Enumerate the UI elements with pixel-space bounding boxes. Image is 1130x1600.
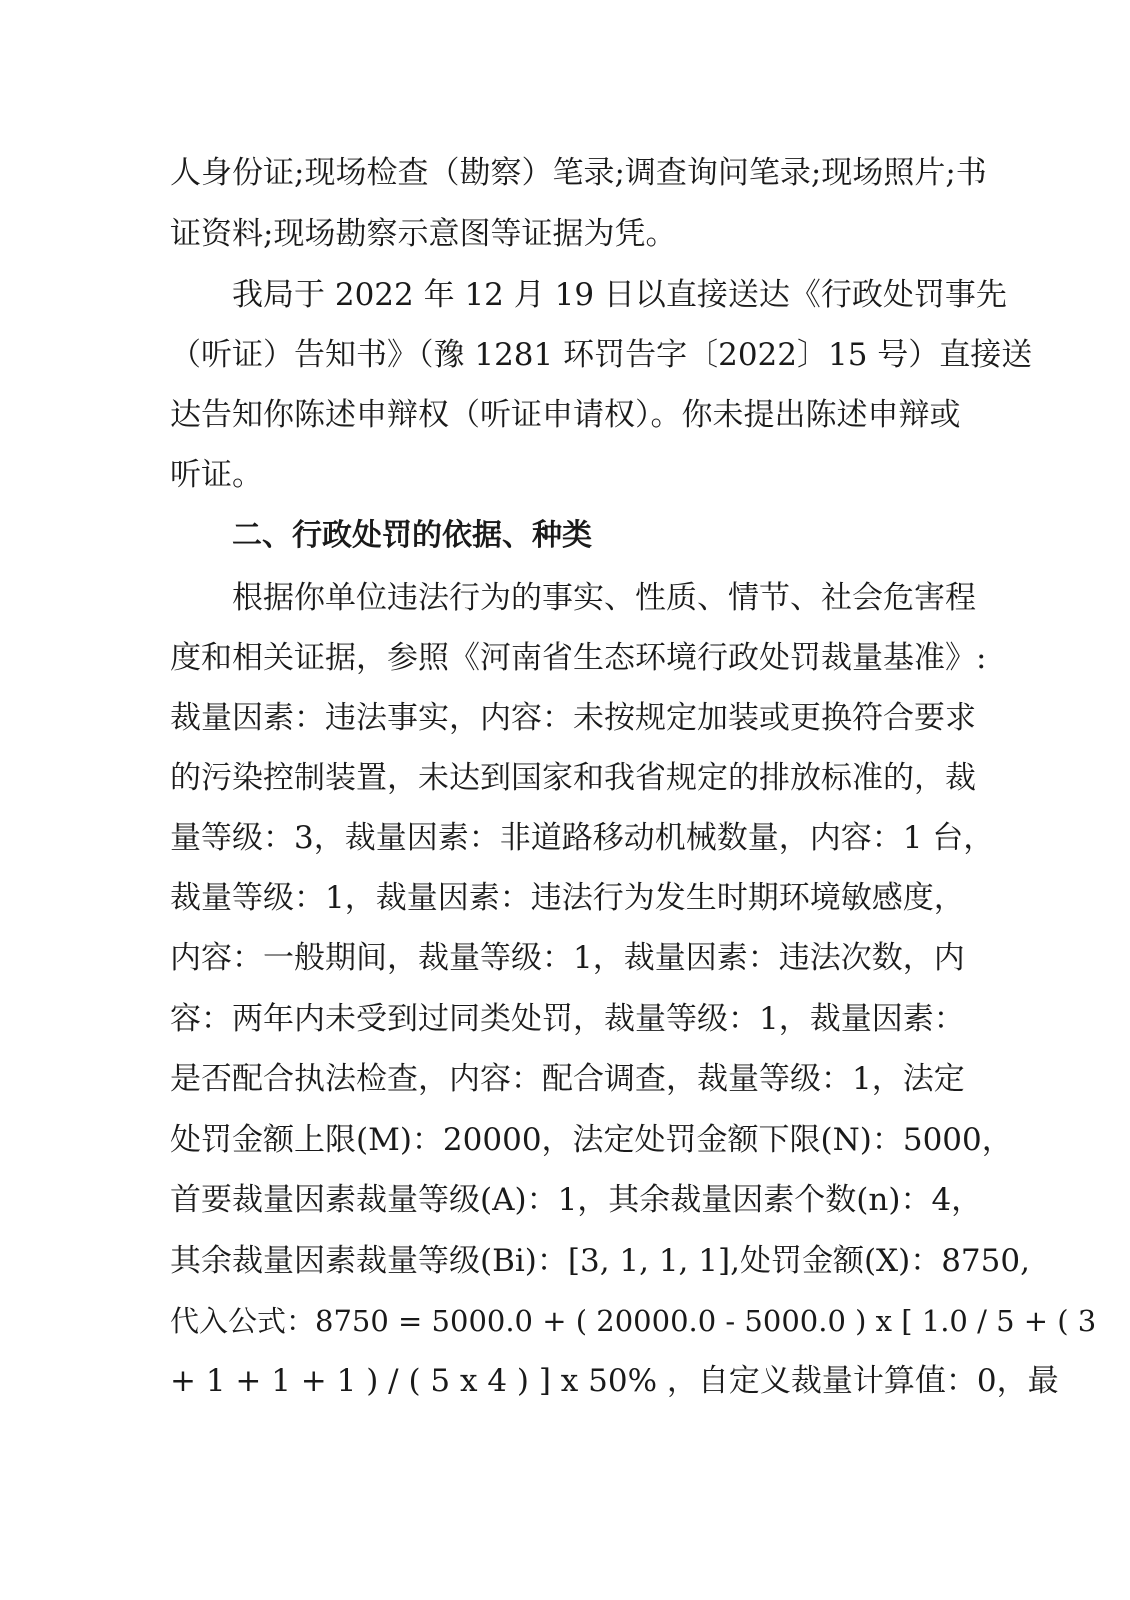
paragraph-start-line: 我局于 2022 年 12 月 19 日以直接送达《行政处罚事先 [232, 277, 1007, 313]
body-text-line: 内容：一般期间，裁量等级：1，裁量因素：违法次数，内 [170, 940, 965, 976]
body-text-line: 裁量等级：1，裁量因素：违法行为发生时期环境敏感度， [170, 880, 965, 916]
body-text-line: 其余裁量因素裁量等级(Bi)：[3, 1, 1, 1],处罚金额(X)：8750, [170, 1243, 1030, 1279]
body-text-line: 首要裁量因素裁量等级(A)：1，其余裁量因素个数(n)：4， [170, 1182, 983, 1218]
body-text-line: （听证）告知书》（豫 1281 环罚告字〔2022〕15 号）直接送 [170, 337, 1033, 373]
body-text-line: 的污染控制装置，未达到国家和我省规定的排放标准的，裁 [170, 760, 976, 796]
body-text-line: 裁量因素：违法事实，内容：未按规定加装或更换符合要求 [170, 700, 976, 736]
body-text-line: 听证。 [170, 457, 263, 493]
body-text-line: 量等级：3，裁量因素：非道路移动机械数量，内容：1 台， [170, 820, 995, 856]
body-text-line: 人身份证;现场检查（勘察）笔录;调查询问笔录;现场照片;书 [170, 155, 987, 191]
body-text-line: 是否配合执法检查，内容：配合调查，裁量等级：1，法定 [170, 1061, 965, 1097]
formula-line: + 1 + 1 + 1 ) / ( 5 x 4 ) ] x 50% ，自定义裁量计算值：0，最 [170, 1363, 1059, 1399]
body-text-line: 容：两年内未受到过同类处罚，裁量等级：1，裁量因素： [170, 1001, 965, 1037]
paragraph-start-line: 根据你单位违法行为的事实、性质、情节、社会危害程 [232, 580, 976, 616]
body-text-line: 证资料;现场勘察示意图等证据为凭。 [170, 216, 677, 252]
formula-line: 代入公式：8750 = 5000.0 + ( 20000.0 - 5000.0 ) x [ 1.0 / 5 + ( 3 [170, 1304, 1097, 1338]
section-heading: 二、行政处罚的依据、种类 [232, 518, 592, 553]
body-text-line: 达告知你陈述申辩权（听证申请权）。你未提出陈述申辩或 [170, 397, 961, 433]
body-text-line: 处罚金额上限(M)：20000，法定处罚金额下限(N)：5000， [170, 1122, 1013, 1158]
body-text-line: 度和相关证据，参照《河南省生态环境行政处罚裁量基准》: [170, 640, 987, 676]
